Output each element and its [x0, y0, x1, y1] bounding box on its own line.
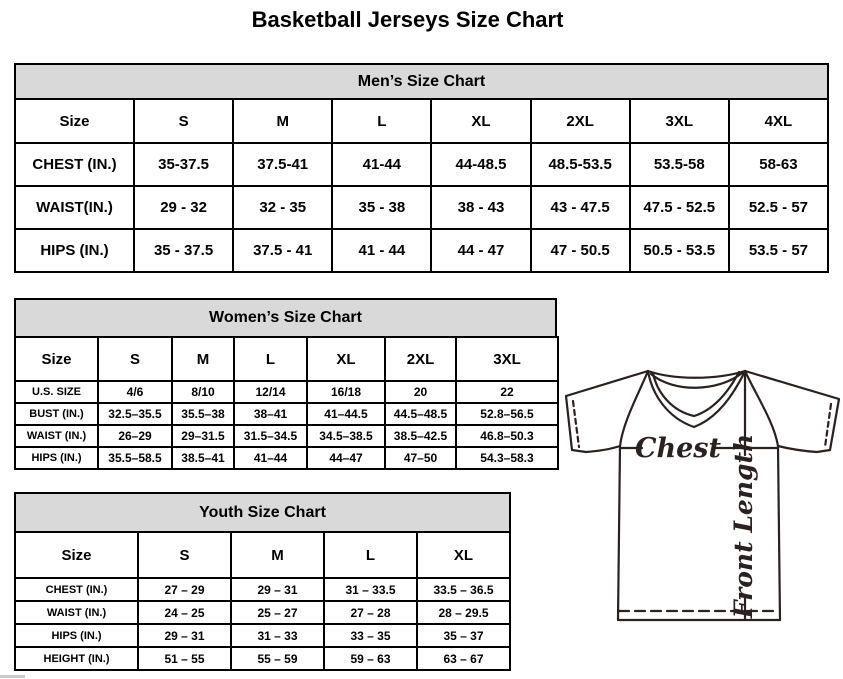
- table-row: [15, 425, 558, 447]
- size-value-cell: 38.5–41: [172, 447, 234, 469]
- size-value-cell: 51 – 55: [138, 647, 231, 670]
- size-column-header: S: [138, 532, 231, 578]
- size-value-cell: 37.5-41: [233, 143, 332, 186]
- size-value-cell: 29 – 31: [138, 624, 231, 647]
- size-value-cell: 27 – 29: [138, 578, 231, 601]
- size-column-header: M: [231, 532, 324, 578]
- size-value-cell: 35.5–58.5: [98, 447, 172, 469]
- size-value-cell: 48.5-53.5: [531, 143, 630, 186]
- jersey-left-cuff-seam: [573, 401, 579, 447]
- jersey-right-cuff-seam: [825, 404, 831, 447]
- size-value-cell: 32 - 35: [233, 186, 332, 229]
- size-value-cell: 41-44: [332, 143, 431, 186]
- size-value-cell: 35 – 37: [417, 624, 510, 647]
- row-label: WAIST (IN.): [15, 425, 98, 447]
- size-value-cell: 22: [456, 381, 558, 403]
- size-corner-header: Size: [15, 337, 98, 381]
- size-column-header: L: [324, 532, 417, 578]
- size-value-cell: 12/14: [234, 381, 307, 403]
- size-value-cell: 31.5–34.5: [234, 425, 307, 447]
- size-value-cell: 41 - 44: [332, 229, 431, 272]
- size-value-cell: 33.5 – 36.5: [417, 578, 510, 601]
- womens-size-chart: [14, 298, 557, 470]
- size-value-cell: 50.5 - 53.5: [630, 229, 729, 272]
- size-value-cell: 38.5–42.5: [385, 425, 456, 447]
- size-column-header: M: [172, 337, 234, 381]
- size-value-cell: 16/18: [307, 381, 385, 403]
- size-corner-header: Size: [15, 99, 134, 143]
- size-corner-header: Size: [15, 532, 138, 578]
- size-value-cell: 47–50: [385, 447, 456, 469]
- size-value-cell: 38–41: [234, 403, 307, 425]
- womens-chart-title: Women’s Size Chart: [14, 298, 557, 338]
- row-label: HIPS (IN.): [15, 624, 138, 647]
- header-row: [15, 532, 510, 578]
- size-value-cell: 31 – 33: [231, 624, 324, 647]
- size-value-cell: 55 – 59: [231, 647, 324, 670]
- size-column-header: L: [234, 337, 307, 381]
- table-row: [15, 229, 828, 272]
- row-label: CHEST (IN.): [15, 143, 134, 186]
- size-column-header: 4XL: [729, 99, 828, 143]
- size-value-cell: 63 – 67: [417, 647, 510, 670]
- size-value-cell: 53.5 - 57: [729, 229, 828, 272]
- size-value-cell: 44–47: [307, 447, 385, 469]
- row-label: HIPS (IN.): [15, 229, 134, 272]
- size-value-cell: 43 - 47.5: [531, 186, 630, 229]
- mens-size-table: [14, 98, 829, 273]
- row-label: U.S. SIZE: [15, 381, 98, 403]
- row-label: WAIST(IN.): [15, 186, 134, 229]
- size-value-cell: 38 - 43: [431, 186, 530, 229]
- table-row: [15, 601, 510, 624]
- size-value-cell: 35 - 38: [332, 186, 431, 229]
- youth-chart-title: Youth Size Chart: [14, 492, 511, 533]
- youth-size-chart: [14, 492, 511, 671]
- size-value-cell: 35-37.5: [134, 143, 233, 186]
- size-value-cell: 33 – 35: [324, 624, 417, 647]
- size-value-cell: 35.5–38: [172, 403, 234, 425]
- size-column-header: 3XL: [630, 99, 729, 143]
- size-value-cell: 4/6: [98, 381, 172, 403]
- row-label: BUST (IN.): [15, 403, 98, 425]
- size-value-cell: 29 – 31: [231, 578, 324, 601]
- size-value-cell: 44-48.5: [431, 143, 530, 186]
- size-value-cell: 44.5–48.5: [385, 403, 456, 425]
- size-value-cell: 47 - 50.5: [531, 229, 630, 272]
- size-value-cell: 31 – 33.5: [324, 578, 417, 601]
- size-value-cell: 29 - 32: [134, 186, 233, 229]
- header-row: [15, 337, 558, 381]
- size-value-cell: 58-63: [729, 143, 828, 186]
- table-row: [15, 624, 510, 647]
- front-length-label: Front Length: [729, 433, 758, 619]
- size-value-cell: 34.5–38.5: [307, 425, 385, 447]
- table-row: [15, 647, 510, 670]
- table-row: [15, 447, 558, 469]
- bottom-edge-artifact: [0, 675, 25, 678]
- size-value-cell: 8/10: [172, 381, 234, 403]
- size-column-header: M: [233, 99, 332, 143]
- size-value-cell: 59 – 63: [324, 647, 417, 670]
- jersey-diagram-icon: [556, 360, 843, 626]
- size-value-cell: 37.5 - 41: [233, 229, 332, 272]
- size-value-cell: 52.8–56.5: [456, 403, 558, 425]
- size-value-cell: 54.3–58.3: [456, 447, 558, 469]
- page-title: Basketball Jerseys Size Chart: [251, 7, 564, 32]
- size-column-header: 3XL: [456, 337, 558, 381]
- size-column-header: XL: [417, 532, 510, 578]
- row-label: WAIST (IN.): [15, 601, 138, 624]
- size-column-header: 2XL: [385, 337, 456, 381]
- row-label: CHEST (IN.): [15, 578, 138, 601]
- size-value-cell: 24 – 25: [138, 601, 231, 624]
- size-column-header: S: [134, 99, 233, 143]
- size-column-header: XL: [307, 337, 385, 381]
- size-value-cell: 41–44.5: [307, 403, 385, 425]
- size-value-cell: 44 - 47: [431, 229, 530, 272]
- size-value-cell: 28 – 29.5: [417, 601, 510, 624]
- size-column-header: XL: [431, 99, 530, 143]
- size-value-cell: 35 - 37.5: [134, 229, 233, 272]
- size-value-cell: 26–29: [98, 425, 172, 447]
- table-row: [15, 403, 558, 425]
- size-value-cell: 32.5–35.5: [98, 403, 172, 425]
- table-row: [15, 143, 828, 186]
- size-column-header: S: [98, 337, 172, 381]
- jersey-collar-back-top: [648, 371, 745, 378]
- size-value-cell: 47.5 - 52.5: [630, 186, 729, 229]
- jersey-measurement-diagram: [556, 360, 843, 626]
- table-row: [15, 186, 828, 229]
- size-value-cell: 29–31.5: [172, 425, 234, 447]
- table-row: [15, 578, 510, 601]
- size-value-cell: 27 – 28: [324, 601, 417, 624]
- size-column-header: L: [332, 99, 431, 143]
- row-label: HEIGHT (IN.): [15, 647, 138, 670]
- size-value-cell: 52.5 - 57: [729, 186, 828, 229]
- womens-size-table: [14, 336, 559, 470]
- youth-size-table: [14, 531, 511, 671]
- header-row: [15, 99, 828, 143]
- table-row: [15, 381, 558, 403]
- size-column-header: 2XL: [531, 99, 630, 143]
- size-value-cell: 20: [385, 381, 456, 403]
- mens-size-chart: [14, 63, 829, 273]
- size-value-cell: 53.5-58: [630, 143, 729, 186]
- mens-chart-title: Men’s Size Chart: [14, 63, 829, 100]
- row-label: HIPS (IN.): [15, 447, 98, 469]
- chest-label: Chest: [635, 433, 721, 464]
- size-value-cell: 46.8–50.3: [456, 425, 558, 447]
- size-value-cell: 41–44: [234, 447, 307, 469]
- size-value-cell: 25 – 27: [231, 601, 324, 624]
